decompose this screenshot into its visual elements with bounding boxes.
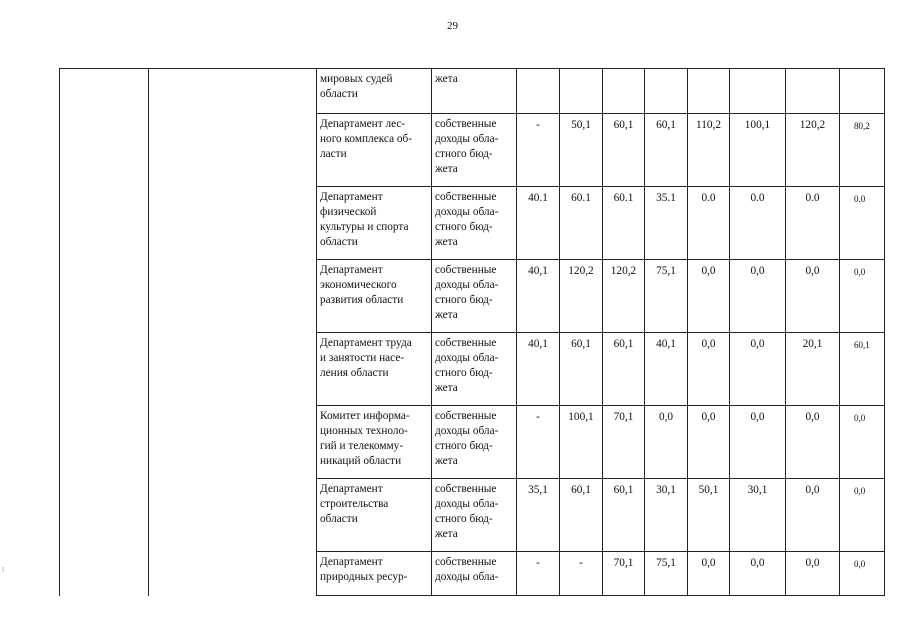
value-cell: 0,0 [645,406,688,479]
value-cell: 60,1 [603,333,645,406]
value-cell: 0,0 [786,552,840,596]
department-name-cell [317,406,432,479]
funding-source-line: собственные [435,483,497,495]
empty-cell-col2 [149,69,317,596]
value-cell [840,69,885,114]
funding-source-line: стного бюд- [435,513,493,525]
budget-table [59,68,885,596]
funding-source-line: доходы обла- [435,133,499,145]
value-cell: 0.0 [786,187,840,260]
value-cell: 35,1 [517,479,560,552]
value-cell: 0,0 [730,552,786,596]
funding-source-line: доходы обла- [435,498,499,510]
value-cell: 0,0 [786,406,840,479]
funding-source-line: стного бюд- [435,148,493,160]
value-cell: - [517,552,560,596]
department-name-line: ласти [320,148,347,160]
value-cell: 0.0 [730,187,786,260]
value-cell: 60,1 [603,114,645,187]
funding-source-line: доходы обла- [435,352,499,364]
value-cell: 0.0 [688,187,730,260]
funding-source-line: стного бюд- [435,294,493,306]
department-name-line: мировых судей [320,73,393,85]
value-cell: 80,2 [840,114,885,187]
department-name-line: Департамент [320,264,383,276]
funding-source-line: собственные [435,118,497,130]
value-cell [560,69,603,114]
department-name-cell [317,552,432,596]
funding-source-line: собственные [435,337,497,349]
funding-source-cell [432,406,517,479]
value-cell: - [517,114,560,187]
value-cell: 0,0 [688,406,730,479]
value-cell: 110,2 [688,114,730,187]
value-cell [517,69,560,114]
department-name-line: Комитет информа- [320,410,410,422]
value-cell: 100,1 [560,406,603,479]
value-cell [645,69,688,114]
value-cell: 60.1 [560,187,603,260]
value-cell: 120,2 [560,260,603,333]
value-cell: 0,0 [688,260,730,333]
department-name-line: ления области [320,367,389,379]
value-cell: 70,1 [603,406,645,479]
department-name-line: развития области [320,294,404,306]
value-cell: 0,0 [730,406,786,479]
value-cell: 40,1 [645,333,688,406]
value-cell [730,69,786,114]
funding-source-line: доходы обла- [435,279,499,291]
funding-source-cell [432,187,517,260]
department-name-line: никаций области [320,455,402,467]
funding-source-line: жета [435,382,458,394]
department-name-line: и занятости насе- [320,352,405,364]
value-cell: 50,1 [688,479,730,552]
value-cell: 50,1 [560,114,603,187]
value-cell: 0,0 [840,479,885,552]
value-cell: 0,0 [840,406,885,479]
value-cell: 120,2 [786,114,840,187]
empty-cell-col1 [60,69,149,596]
value-cell: 0,0 [730,260,786,333]
funding-source-line: доходы обла- [435,571,499,583]
value-cell: 60,1 [560,479,603,552]
value-cell [603,69,645,114]
department-name-line: Департамент лес- [320,118,406,130]
department-name-line: гий и телекомму- [320,440,404,452]
value-cell: 0,0 [786,260,840,333]
value-cell: 120,2 [603,260,645,333]
funding-source-line: жета [435,236,458,248]
funding-source-cell [432,114,517,187]
department-name-line: области [320,513,358,525]
department-name-line: экономического [320,279,397,291]
value-cell: 0,0 [688,333,730,406]
value-cell: 0,0 [840,260,885,333]
value-cell: 35.1 [645,187,688,260]
funding-source-line: стного бюд- [435,221,493,233]
value-cell: 30,1 [730,479,786,552]
value-cell: 40,1 [517,333,560,406]
value-cell: - [560,552,603,596]
department-name-line: Департамент [320,483,383,495]
value-cell: 100,1 [730,114,786,187]
value-cell [688,69,730,114]
value-cell [786,69,840,114]
department-name-line: ного комплекса об- [320,133,413,145]
department-name-line: Департамент [320,191,383,203]
value-cell: 40.1 [517,187,560,260]
funding-source-line: собственные [435,556,497,568]
value-cell: 60.1 [603,187,645,260]
funding-source-line: доходы обла- [435,206,499,218]
funding-source-line: доходы обла- [435,425,499,437]
department-name-line: строительства [320,498,389,510]
department-name-line: физической [320,206,377,218]
value-cell: 0,0 [786,479,840,552]
value-cell: 70,1 [603,552,645,596]
department-name-cell [317,69,432,114]
funding-source-line: собственные [435,191,497,203]
funding-source-line: стного бюд- [435,440,493,452]
value-cell: 0,0 [730,333,786,406]
funding-source-line: жета [435,528,458,540]
department-name-line: Департамент [320,556,383,568]
department-name-cell [317,333,432,406]
value-cell: 40,1 [517,260,560,333]
margin-mark: ⁞ [2,566,4,574]
funding-source-cell [432,479,517,552]
department-name-cell [317,187,432,260]
department-name-cell [317,479,432,552]
funding-source-line: жета [435,455,458,467]
value-cell: 0,0 [688,552,730,596]
value-cell: 60,1 [840,333,885,406]
value-cell: 60,1 [560,333,603,406]
value-cell: 60,1 [645,114,688,187]
funding-source-line: стного бюд- [435,367,493,379]
value-cell: 0.0 [840,187,885,260]
value-cell: 0,0 [840,552,885,596]
department-name-line: области [320,236,358,248]
page-number: 29 [447,20,458,32]
funding-source-line: собственные [435,264,497,276]
funding-source-line: жета [435,309,458,321]
value-cell: - [517,406,560,479]
department-name-cell [317,260,432,333]
department-name-line: природных ресур- [320,571,408,583]
funding-source-cell [432,333,517,406]
funding-source-line: жета [435,163,458,175]
funding-source-line: жета [435,73,458,85]
department-name-line: культуры и спорта [320,221,409,233]
department-name-line: области [320,88,358,100]
funding-source-line: собственные [435,410,497,422]
funding-source-cell [432,260,517,333]
value-cell: 20,1 [786,333,840,406]
value-cell: 30,1 [645,479,688,552]
funding-source-cell [432,552,517,596]
department-name-line: Департамент труда [320,337,412,349]
table-row [60,69,885,114]
funding-source-cell [432,69,517,114]
department-name-cell [317,114,432,187]
value-cell: 60,1 [603,479,645,552]
value-cell: 75,1 [645,552,688,596]
value-cell: 75,1 [645,260,688,333]
department-name-line: ционных техноло- [320,425,408,437]
